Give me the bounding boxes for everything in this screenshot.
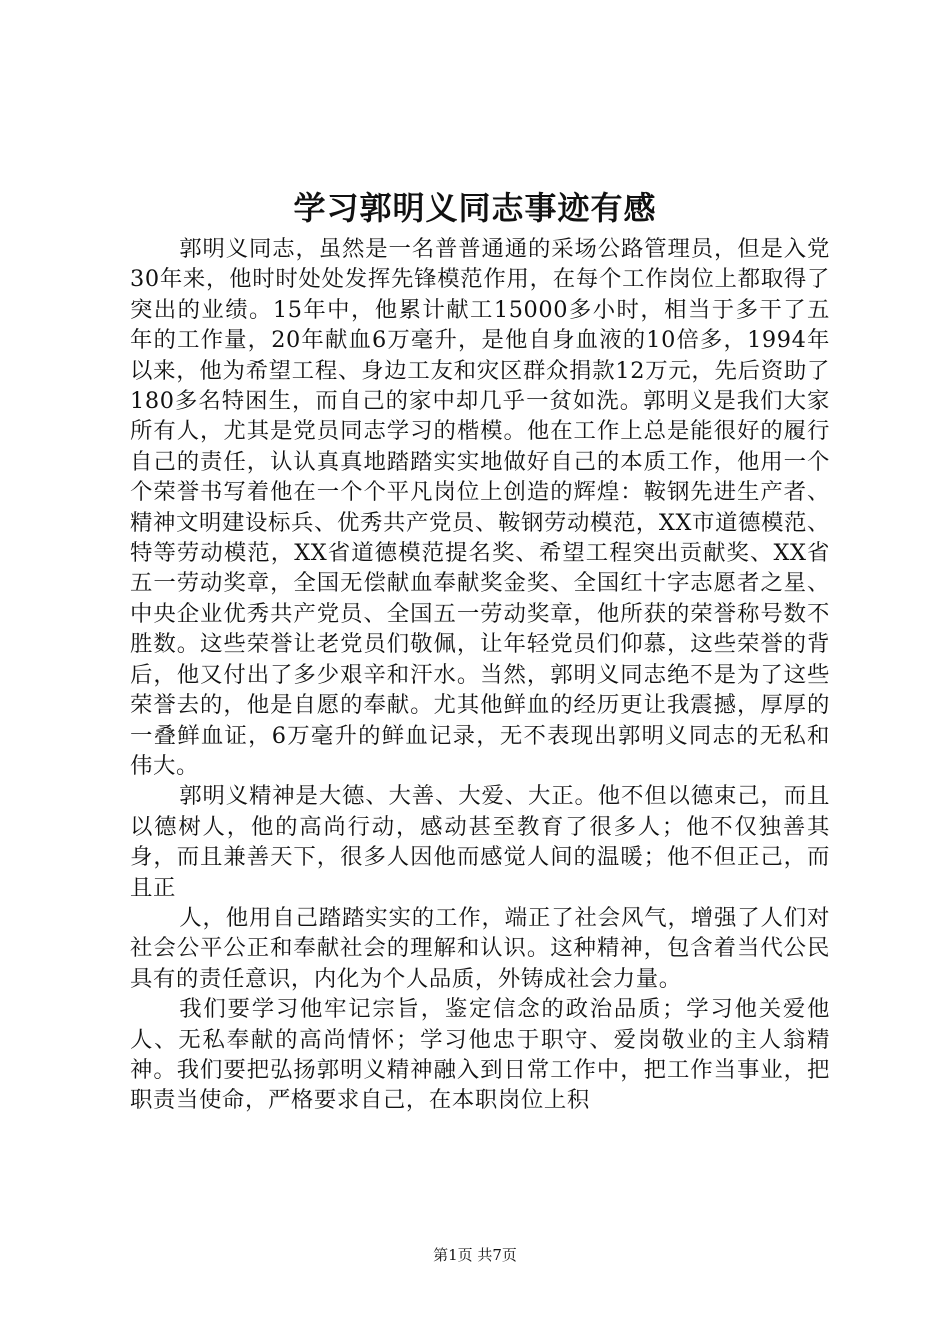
- document-body: [130, 234, 830, 1116]
- document-title: 学习郭明义同志事迹有感: [293, 189, 657, 227]
- paragraph: 郭明义同志，虽然是一名普普通通的采场公路管理员，但是入党30年来，他时时处处发挥先锋模范作用，在每个工作岗位上都取得了突出的业绩。15年中，他累计献工15000多小时，相当于多干了五年的工作量，20年献血6万毫升，是他自身血液的10倍多，1994年以来，他为希望工程、身边工友和灾区群众捐款12万元，先后资助了180多名特困生，而自己的家中却几乎一贫如洗。郭明义是我们大家所有人，尤其是党员同志学习的楷模。他在工作上总是能很好的履行自己的责任，认认真真地踏踏实实地做好自己的本质工作，他用一个个荣誉书写着他在一个个平凡岗位上创造的辉煌：鞍钢先进生产者、精神文明建设标兵、优秀共产党员、鞍钢劳动模范，XX市道德模范、特等劳动模范，XX省道德模范提名奖、希望工程突出贡献奖、XX省五一劳动奖章，全国无偿献血奉献奖金奖、全国红十字志愿者之星、中央企业优秀共产党员、全国五一劳动奖章，他所获的荣誉称号数不胜数。这些荣誉让老党员们敬佩，让年轻党员们仰慕，这些荣誉的背后，他又付出了多少艰辛和汗水。当然，郭明义同志绝不是为了这些荣誉去的，他是自愿的奉献。尤其他鲜血的经历更让我震撼，厚厚的一叠鲜血证，6万毫升的鲜血记录，无不表现出郭明义同志的无私和伟大。: [130, 236, 830, 779]
- paragraph: 我们要学习他牢记宗旨，鉴定信念的政治品质；学习他关爱他人、无私奉献的高尚情怀；学习他忠于职守、爱岗敬业的主人翁精神。我们要把弘扬郭明义精神融入到日常工作中，把工作当事业，把职责当使命，严格要求自己，在本职岗位上积: [130, 996, 830, 1114]
- page-number-footer: 第1页 共7页: [433, 1246, 517, 1264]
- paragraph: 人，他用自己踏踏实实的工作，端正了社会风气，增强了人们对社会公平公正和奉献社会的理解和认识。这种精神，包含着当代公民具有的责任意识，内化为个人品质，外铸成社会力量。: [130, 904, 830, 992]
- paragraph: 郭明义精神是大德、大善、大爱、大正。他不但以德束己，而且以德树人，他的高尚行动，感动甚至教育了很多人；他不仅独善其身，而且兼善天下，很多人因他而感觉人间的温暖；他不但正己，而且正: [130, 783, 830, 901]
